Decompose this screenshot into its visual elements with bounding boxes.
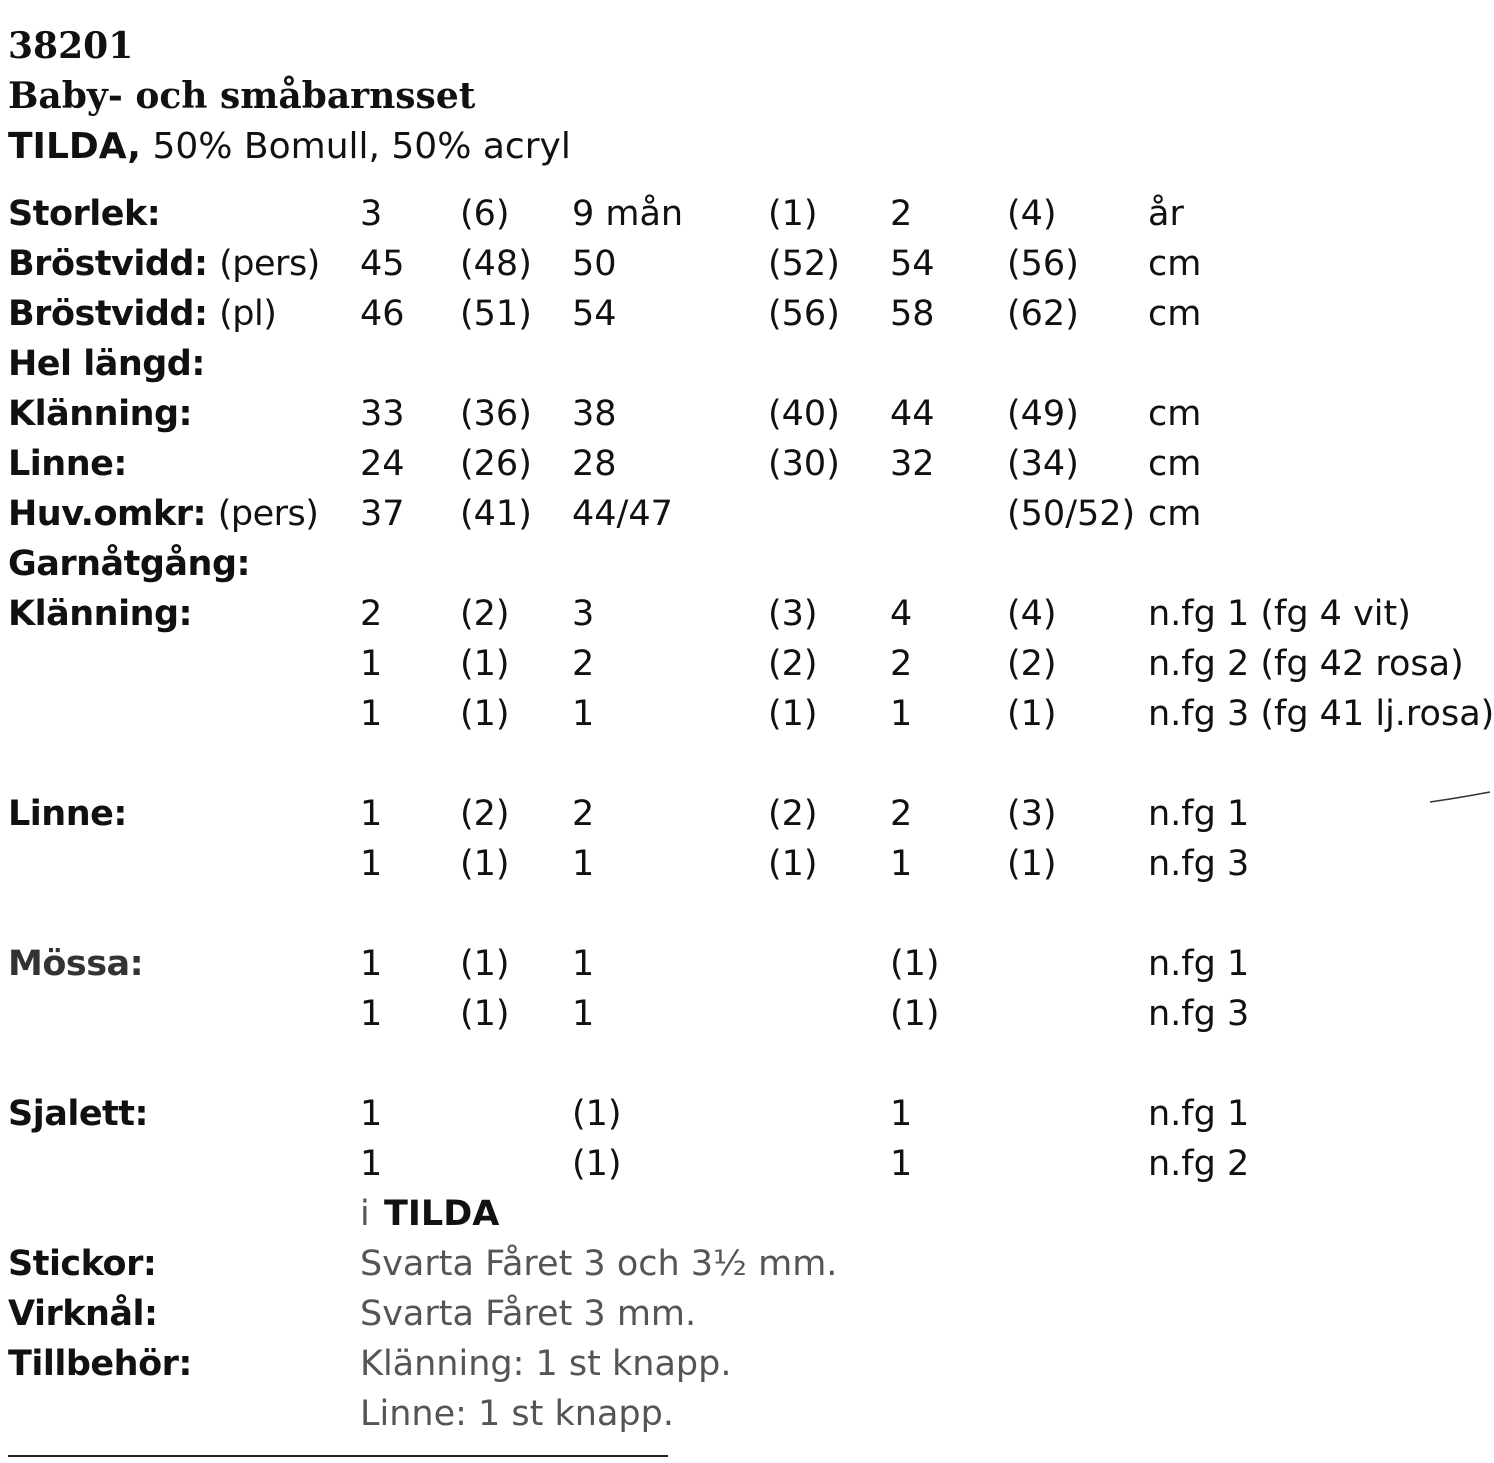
page-title: Baby- och småbarnsset (8, 75, 476, 117)
article-number: 38201 (8, 25, 134, 67)
yarn-top-cell: 1 (572, 844, 595, 884)
yarn-top-row-label (8, 794, 127, 834)
size-cell: (41) (460, 494, 532, 534)
yarn-hat-cell: n.fg 1 (1148, 944, 1250, 984)
yarn-dress-cell: (3) (768, 594, 818, 634)
yarn-dress-cell: (1) (1007, 694, 1057, 734)
size-label-text: Bröstvidd: (8, 294, 208, 334)
yarn-shawl-label-text: Sjalett: (8, 1094, 149, 1134)
size-label-qualifier: (pers) (217, 494, 319, 534)
yarn-dress-cell: (2) (1007, 644, 1057, 684)
size-row-label (8, 394, 192, 434)
yarn-shawl-cell: n.fg 1 (1148, 1094, 1250, 1134)
yarn-dress-cell: 1 (360, 694, 383, 734)
yarn-dress-cell: 2 (572, 644, 595, 684)
yarn-dress-row (0, 594, 1494, 644)
size-label-qualifier: (pl) (219, 294, 277, 334)
size-cell: (34) (1007, 444, 1079, 484)
size-row (0, 444, 1494, 494)
size-label-text: Klänning: (8, 394, 193, 434)
yarn-top-cell: n.fg 3 (1148, 844, 1250, 884)
size-cell: 58 (890, 294, 935, 334)
size-cell: (49) (1007, 394, 1079, 434)
size-label-text: Huv.omkr: (8, 494, 207, 534)
yarn-dress-cell: 2 (360, 594, 383, 634)
yarn-top-cell: (1) (1007, 844, 1057, 884)
yarn-dress-cell: 1 (360, 644, 383, 684)
yarn-top-cell: (1) (768, 844, 818, 884)
size-cell: (6) (460, 194, 510, 234)
crochet-hook-row (0, 1294, 1494, 1344)
size-row-label (8, 294, 276, 334)
size-row-label (8, 494, 318, 534)
size-cell: (52) (768, 244, 840, 284)
needles-value: Svarta Fåret 3 och 3½ mm. (360, 1244, 838, 1284)
size-cell: 33 (360, 394, 405, 434)
size-cell: 50 (572, 244, 617, 284)
yarn-hat-label-text: Mössa: (8, 944, 144, 984)
size-cell: 45 (360, 244, 405, 284)
size-cell: 37 (360, 494, 405, 534)
yarn-dress-cell: (4) (1007, 594, 1057, 634)
notions-row (0, 1344, 1494, 1394)
size-cell: (30) (768, 444, 840, 484)
size-cell: 3 (360, 194, 383, 234)
bottom-divider (8, 1455, 668, 1457)
yarn-hat-row (0, 944, 1494, 994)
yarn-dress-cell: 1 (890, 694, 913, 734)
size-row (0, 244, 1494, 294)
size-cell: cm (1148, 394, 1202, 434)
yarn-top-cell: (1) (460, 844, 510, 884)
yarn-shawl-cell: (1) (572, 1144, 622, 1184)
yarn-top-row (0, 844, 1494, 894)
notions-label: Tillbehör: (8, 1344, 192, 1384)
notions-value-dress: Klänning: 1 st knapp. (360, 1344, 732, 1384)
yarn-hat-cell: (1) (890, 944, 940, 984)
yarn-hat-cell: 1 (572, 944, 595, 984)
size-cell: 9 mån (572, 194, 684, 234)
yarn-dress-cell: (1) (768, 694, 818, 734)
size-cell: 24 (360, 444, 405, 484)
size-cell: (36) (460, 394, 532, 434)
yarn-dress-cell: (1) (460, 644, 510, 684)
size-row-label (8, 444, 127, 484)
yarn-shawl-cell: 1 (360, 1144, 383, 1184)
notions-value-top: Linne: 1 st knapp. (360, 1394, 674, 1434)
size-cell: (1) (768, 194, 818, 234)
yarn-fiber: 50% Bomull, 50% acryl (152, 126, 571, 167)
needles-row (0, 1244, 1494, 1294)
yarn-dress-cell: 1 (572, 694, 595, 734)
yarn-top-cell: (3) (1007, 794, 1057, 834)
size-row (0, 344, 1494, 394)
yarn-top-label-text: Linne: (8, 794, 127, 834)
yarn-shawl-cell: 1 (890, 1144, 913, 1184)
size-row-label (8, 544, 250, 584)
yarn-top-cell: 1 (890, 844, 913, 884)
size-label-qualifier: (pers) (219, 244, 320, 284)
yarn-hat-row-label (8, 944, 143, 984)
yarn-dress-row (0, 644, 1494, 694)
size-cell: år (1148, 194, 1184, 234)
size-cell: 2 (890, 194, 913, 234)
yarn-shawl-cell: 1 (360, 1094, 383, 1134)
yarn-hat-cell: 1 (572, 994, 595, 1034)
needles-label: Stickor: (8, 1244, 157, 1284)
yarn-top-cell: 2 (890, 794, 913, 834)
size-cell: cm (1148, 244, 1202, 284)
size-cell: (50/52) (1007, 494, 1136, 534)
yarn-dress-cell: (2) (768, 644, 818, 684)
stray-pen-mark (1428, 790, 1492, 804)
yarn-hat-row (0, 994, 1494, 1044)
size-row (0, 194, 1494, 244)
yarn-dress-cell: 2 (890, 644, 913, 684)
yarn-dress-cell: n.fg 3 (fg 41 lj.rosa) (1148, 694, 1494, 734)
yarn-shawl-row (0, 1144, 1494, 1194)
size-cell: 44/47 (572, 494, 673, 534)
yarn-shawl-cell: n.fg 2 (1148, 1144, 1250, 1184)
yarn-shawl-cell: (1) (572, 1094, 622, 1134)
yarn-dress-cell: 4 (890, 594, 913, 634)
yarn-dress-cell: (1) (460, 694, 510, 734)
yarn-top-cell: (2) (768, 794, 818, 834)
size-cell: (62) (1007, 294, 1079, 334)
yarn-top-cell: 2 (572, 794, 595, 834)
size-row-label (8, 244, 320, 284)
size-cell: cm (1148, 294, 1202, 334)
size-cell: cm (1148, 494, 1202, 534)
size-cell: 44 (890, 394, 935, 434)
size-cell: (48) (460, 244, 532, 284)
size-row-label (8, 194, 160, 234)
size-row (0, 394, 1494, 444)
notions-row-2 (0, 1394, 1494, 1444)
yarn-dress-row-label (8, 594, 192, 634)
yarn-dress-cell: n.fg 2 (fg 42 rosa) (1148, 644, 1464, 684)
size-cell: (56) (768, 294, 840, 334)
size-label-text: Bröstvidd: (8, 244, 208, 284)
yarn-top-row (0, 794, 1494, 844)
yarn-hat-cell: 1 (360, 944, 383, 984)
yarn-dress-cell: (2) (460, 594, 510, 634)
size-cell: 32 (890, 444, 935, 484)
size-row-label (8, 344, 205, 384)
size-cell: (51) (460, 294, 532, 334)
size-label-text: Garnåtgång: (8, 544, 251, 584)
yarn-shawl-row-label (8, 1094, 148, 1134)
size-row (0, 494, 1494, 544)
yarn-note-prefix: i (360, 1194, 370, 1234)
yarn-hat-cell: (1) (460, 994, 510, 1034)
crochet-hook-label: Virknål: (8, 1294, 158, 1334)
yarn-top-cell: 1 (360, 794, 383, 834)
size-label-text: Storlek: (8, 194, 161, 234)
size-cell: 46 (360, 294, 405, 334)
size-cell: 38 (572, 394, 617, 434)
yarn-info (8, 127, 571, 167)
yarn-hat-cell: (1) (460, 944, 510, 984)
yarn-top-cell: 1 (360, 844, 383, 884)
size-cell: 28 (572, 444, 617, 484)
yarn-top-cell: n.fg 1 (1148, 794, 1250, 834)
yarn-dress-cell: 3 (572, 594, 595, 634)
size-label-text: Hel längd: (8, 344, 205, 384)
size-row (0, 544, 1494, 594)
yarn-note (0, 1194, 1494, 1244)
yarn-shawl-cell: 1 (890, 1094, 913, 1134)
yarn-hat-cell: 1 (360, 994, 383, 1034)
size-row (0, 294, 1494, 344)
size-cell: cm (1148, 444, 1202, 484)
yarn-dress-label-text: Klänning: (8, 594, 193, 634)
yarn-dress-row (0, 694, 1494, 744)
yarn-hat-cell: n.fg 3 (1148, 994, 1250, 1034)
size-cell: (4) (1007, 194, 1057, 234)
size-cell: (40) (768, 394, 840, 434)
size-cell: 54 (572, 294, 617, 334)
yarn-shawl-row (0, 1094, 1494, 1144)
yarn-top-cell: (2) (460, 794, 510, 834)
yarn-note-brand: TILDA (384, 1194, 500, 1234)
yarn-brand: TILDA, (8, 126, 141, 167)
size-cell: 54 (890, 244, 935, 284)
yarn-hat-cell: (1) (890, 994, 940, 1034)
size-cell: (56) (1007, 244, 1079, 284)
yarn-dress-cell: n.fg 1 (fg 4 vit) (1148, 594, 1411, 634)
crochet-hook-value: Svarta Fåret 3 mm. (360, 1294, 697, 1334)
size-label-text: Linne: (8, 444, 127, 484)
size-cell: (26) (460, 444, 532, 484)
